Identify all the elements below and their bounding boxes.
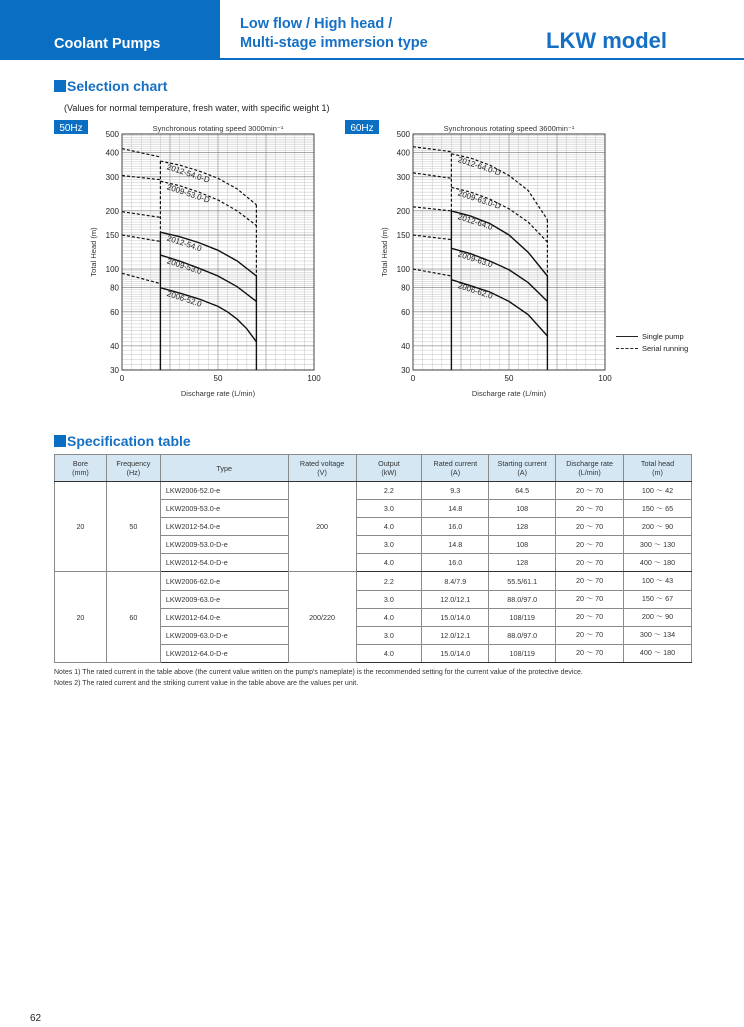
cell-rated-current: 16.0 [422, 554, 489, 572]
cell-rated-current: 12.0/12.1 [422, 590, 489, 608]
cell-total-head: 400 ～ 180 [624, 554, 692, 572]
note-2: Notes 2) The rated current and the striking current value in the table above are the values per unit. [54, 680, 359, 687]
header-rule [220, 58, 744, 60]
cell-starting-current: 108 [489, 536, 556, 554]
cell-starting-current: 108/119 [489, 644, 556, 662]
table-row [55, 482, 692, 500]
x-tick-label: 100 [307, 374, 321, 383]
x-tick-label: 50 [504, 374, 514, 383]
x-tick-label: 100 [598, 374, 612, 383]
heading-square-icon [54, 435, 66, 447]
spec-heading [54, 433, 191, 449]
y-tick-label: 200 [396, 206, 410, 216]
y-tick-label: 400 [105, 148, 119, 158]
cell-total-head: 400 ～ 180 [624, 644, 692, 662]
y-tick-label: 500 [396, 130, 410, 139]
cell-rated-current: 15.0/14.0 [422, 644, 489, 662]
cell-output: 4.0 [356, 554, 422, 572]
cell-type: LKW2012-54.0-e [160, 518, 288, 536]
series-label: 2012-64.0-D [456, 155, 502, 178]
frequency-badge-text: 50Hz [59, 123, 83, 134]
cell-bore: 20 [55, 572, 107, 662]
series-label: 2009-63.0 [456, 249, 494, 270]
y-tick-label: 60 [401, 307, 410, 317]
legend-single-label: Single pump [642, 331, 684, 341]
series-label: 2009-53.0 [165, 256, 203, 277]
selection-values-note: (Values for normal temperature, fresh water, with specific weight 1) [64, 103, 330, 113]
chart-60hz [343, 120, 615, 402]
series-label: 2012-64.0 [456, 212, 494, 232]
x-tick-label: 0 [410, 374, 416, 383]
y-tick-label: 300 [105, 172, 119, 182]
spec-notes [54, 667, 583, 689]
cell-total-head: 300 ～ 134 [624, 626, 692, 644]
y-tick-label: 400 [396, 148, 410, 158]
cell-starting-current: 55.5/61.1 [489, 572, 556, 590]
header-model: LKW model [546, 28, 667, 53]
cell-type: LKW2009-53.0-D-e [160, 536, 288, 554]
legend-single [616, 330, 688, 342]
cell-starting-current: 108/119 [489, 608, 556, 626]
cell-total-head: 200 ～ 90 [624, 518, 692, 536]
header-subtitle [240, 15, 428, 53]
header-category: Coolant Pumps [54, 36, 161, 52]
cell-type: LKW2006-52.0-e [160, 482, 288, 500]
cell-output: 3.0 [356, 500, 422, 518]
chart-title: Synchronous rotating speed 3600min⁻¹ [443, 124, 575, 133]
cell-rated-current: 14.8 [422, 500, 489, 518]
cell-starting-current: 88.0/97.0 [489, 626, 556, 644]
cell-rated-current: 15.0/14.0 [422, 608, 489, 626]
x-axis-label: Discharge rate (L/min) [180, 389, 256, 398]
cell-output: 3.0 [356, 590, 422, 608]
cell-starting-current: 108 [489, 500, 556, 518]
cell-output: 4.0 [356, 518, 422, 536]
spec-heading-text: Specification table [67, 433, 191, 449]
x-tick-label: 0 [119, 374, 125, 383]
cell-discharge-rate: 20 ～ 70 [556, 518, 624, 536]
table-row [55, 572, 692, 590]
col-rated-current: Rated current (A) [422, 455, 489, 482]
series-label: 2012-54.0-D [165, 162, 211, 185]
series-label: 2006-62.0 [456, 281, 494, 301]
cell-rated-voltage: 200/220 [288, 572, 356, 662]
col-bore: Bore (mm) [55, 455, 107, 482]
legend-serial [616, 342, 688, 354]
y-axis-label: Total Head (m) [89, 227, 98, 277]
cell-discharge-rate: 20 ～ 70 [556, 500, 624, 518]
cell-discharge-rate: 20 ～ 70 [556, 536, 624, 554]
header-subtitle-line2: Multi-stage immersion type [240, 35, 428, 51]
col-frequency: Frequency (Hz) [106, 455, 160, 482]
y-tick-label: 500 [105, 130, 119, 139]
y-tick-label: 30 [401, 366, 410, 375]
legend-solid-line-icon [616, 336, 638, 337]
col-rated-voltage: Rated voltage (V) [288, 455, 356, 482]
series-label: 2009-63.0-D [456, 188, 502, 211]
y-tick-label: 100 [105, 265, 119, 275]
y-tick-label: 80 [110, 283, 119, 293]
cell-total-head: 150 ～ 67 [624, 590, 692, 608]
col-discharge-rate: Discharge rate (L/min) [556, 455, 624, 482]
cell-type: LKW2009-63.0-e [160, 590, 288, 608]
col-output: Output (kW) [356, 455, 422, 482]
y-tick-label: 60 [110, 307, 119, 317]
y-tick-label: 200 [105, 206, 119, 216]
page-number: 62 [30, 1013, 42, 1024]
cell-total-head: 100 ～ 43 [624, 572, 692, 590]
heading-square-icon [54, 80, 66, 92]
legend-dashed-line-icon [616, 348, 638, 349]
y-tick-label: 150 [105, 230, 119, 240]
note-1: Notes 1) The rated current in the table above (the current value written on the pump's nameplate) is the recommended setting for the current value of the protective device. [54, 669, 583, 676]
cell-output: 3.0 [356, 626, 422, 644]
cell-discharge-rate: 20 ～ 70 [556, 626, 624, 644]
cell-type: LKW2012-64.0-e [160, 608, 288, 626]
cell-discharge-rate: 20 ～ 70 [556, 554, 624, 572]
cell-discharge-rate: 20 ～ 70 [556, 482, 624, 500]
legend-serial-label: Serial running [642, 343, 689, 353]
y-tick-label: 300 [396, 172, 410, 182]
cell-starting-current: 128 [489, 518, 556, 536]
chart-title: Synchronous rotating speed 3000min⁻¹ [152, 124, 284, 133]
cell-rated-current: 9.3 [422, 482, 489, 500]
series-label: 2006-52.0 [165, 289, 203, 309]
cell-type: LKW2009-53.0-e [160, 500, 288, 518]
cell-discharge-rate: 20 ～ 70 [556, 608, 624, 626]
col-total-head: Total head (m) [624, 455, 692, 482]
col-type: Type [160, 455, 288, 482]
series-label: 2012-54.0 [165, 233, 203, 254]
cell-rated-current: 16.0 [422, 518, 489, 536]
cell-rated-current: 14.8 [422, 536, 489, 554]
col-starting-current: Starting current (A) [489, 455, 556, 482]
y-tick-label: 80 [401, 283, 410, 293]
cell-output: 2.2 [356, 482, 422, 500]
cell-type: LKW2006-62.0-e [160, 572, 288, 590]
cell-bore: 20 [55, 482, 107, 572]
cell-discharge-rate: 20 ～ 70 [556, 590, 624, 608]
cell-rated-voltage: 200 [288, 482, 356, 572]
cell-frequency: 50 [106, 482, 160, 572]
y-tick-label: 150 [396, 230, 410, 240]
cell-discharge-rate: 20 ～ 70 [556, 572, 624, 590]
cell-total-head: 300 ～ 130 [624, 536, 692, 554]
y-tick-label: 100 [396, 265, 410, 275]
cell-output: 4.0 [356, 644, 422, 662]
cell-rated-current: 12.0/12.1 [422, 626, 489, 644]
x-tick-label: 50 [213, 374, 223, 383]
header-category-block [0, 0, 220, 60]
header-subtitle-line1: Low flow / High head / [240, 16, 393, 32]
y-tick-label: 30 [110, 366, 119, 375]
cell-output: 2.2 [356, 572, 422, 590]
cell-discharge-rate: 20 ～ 70 [556, 644, 624, 662]
cell-starting-current: 128 [489, 554, 556, 572]
series-label: 2009-53.0-D [165, 182, 211, 205]
spec-header-row [55, 455, 692, 482]
cell-total-head: 200 ～ 90 [624, 608, 692, 626]
chart-50hz [52, 120, 324, 402]
spec-table [54, 454, 692, 663]
chart-legend [616, 330, 688, 354]
x-axis-label: Discharge rate (L/min) [471, 389, 547, 398]
cell-output: 3.0 [356, 536, 422, 554]
cell-output: 4.0 [356, 608, 422, 626]
cell-total-head: 150 ～ 65 [624, 500, 692, 518]
y-tick-label: 40 [110, 341, 119, 351]
cell-frequency: 60 [106, 572, 160, 662]
cell-starting-current: 64.5 [489, 482, 556, 500]
cell-type: LKW2012-64.0-D-e [160, 644, 288, 662]
selection-heading [54, 78, 167, 94]
cell-total-head: 100 ～ 42 [624, 482, 692, 500]
y-tick-label: 40 [401, 341, 410, 351]
cell-type: LKW2009-63.0-D-e [160, 626, 288, 644]
cell-starting-current: 88.0/97.0 [489, 590, 556, 608]
frequency-badge-text: 60Hz [350, 123, 374, 134]
y-axis-label: Total Head (m) [380, 227, 389, 277]
selection-heading-text: Selection chart [67, 78, 168, 94]
cell-type: LKW2012-54.0-D-e [160, 554, 288, 572]
cell-rated-current: 8.4/7.9 [422, 572, 489, 590]
